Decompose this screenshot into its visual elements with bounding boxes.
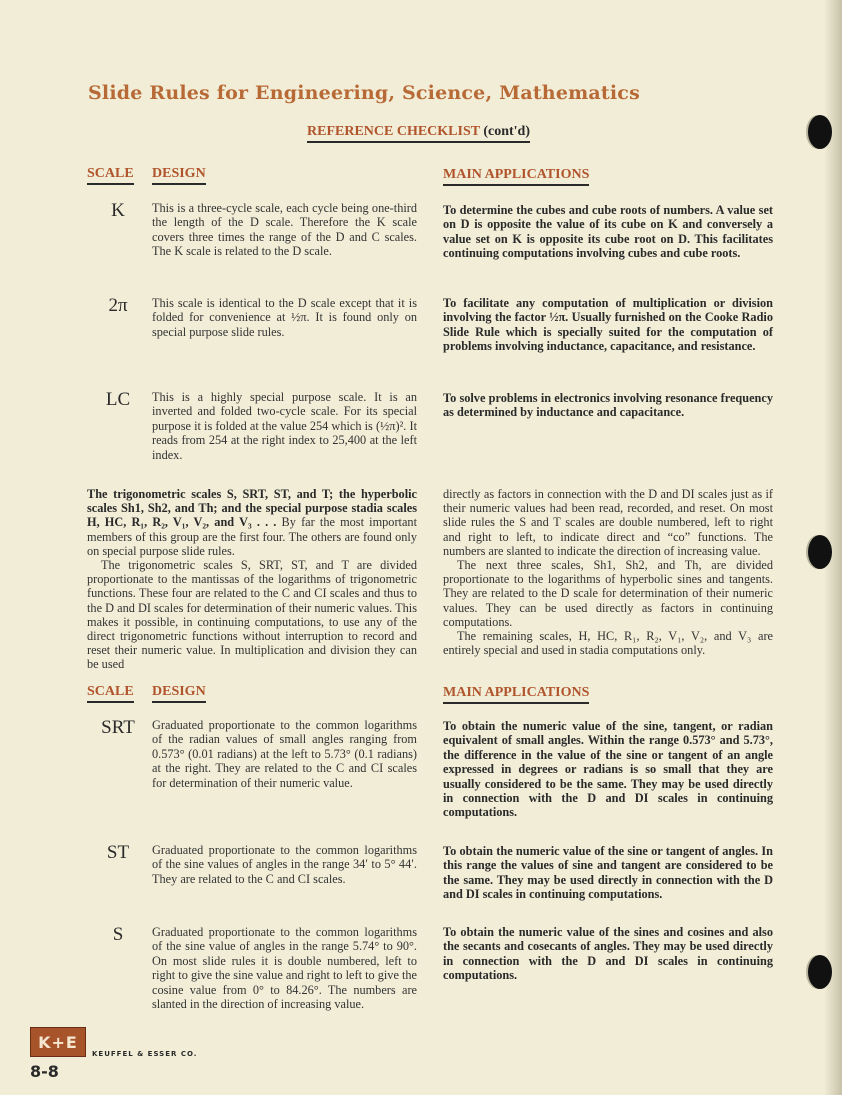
prose-p1-rest: By far the most important members of this group are the first four. The others are found only on special purpose slide rules.: [87, 515, 417, 558]
scale-application-s: To obtain the numeric value of the sines and cosines and also the secants and cosecants of angles. They may be used directly in connection with the D and DI scales in continuing computations.: [443, 925, 773, 983]
scale-application-k: To determine the cubes and cube roots of numbers. A value set on D is opposite the value of its cube on K and conversely a value set on K is opposite its cube root on D. This facilitates continuing computations involving cubes and cube roots.: [443, 203, 773, 261]
scale-design-2pi: This scale is identical to the D scale except that it is folded for convenience at ½π. It is found only on special purpose slide rules.: [152, 296, 417, 339]
prose-right-column: [443, 487, 773, 657]
subtitle-contd: (cont'd): [483, 124, 531, 139]
prose-paragraph-2: The trigonometric scales S, SRT, ST, and T are divided proportionate to the mantissas of the logarithms of trigonometric functions. These four are related to the C and CI scales and thus to the D and DI scales for determination of their numeric values. This makes it possible, in continuing computations, to use any of the direct trigonometric functions without interruption to record and reset their numeric value. In multiplication and division they can be used: [87, 558, 417, 672]
prose-paragraph-5: The remaining scales, H, HC, R₁, R₂, V₁, V₂, and V₃ are entirely special and used in stadia computations only.: [443, 629, 773, 658]
company-name: KEUFFEL & ESSER CO.: [92, 1050, 198, 1058]
scale-design-st: Graduated proportionate to the common logarithms of the sine values of angles in the range 34′ to 5° 44′. They are related to the C and CI scales.: [152, 843, 417, 886]
scale-label-k: K: [111, 200, 125, 221]
design-heading: DESIGN: [152, 166, 206, 185]
scale-design-s: Graduated proportionate to the common logarithms of the sine value of angles in the range 5.74° to 90°. On most slide rules it is double numbered, left to right to give the sine value and right to left to give the cosine value from 0° to 84.26°. The numbers are slanted in the direction of increasing value.: [152, 925, 418, 1012]
scale-label-2pi: 2π: [108, 295, 128, 316]
company-logo: K+E: [30, 1027, 86, 1057]
binder-hole-middle: [808, 535, 832, 569]
page-title: Slide Rules for Engineering, Science, Mathematics: [88, 82, 640, 104]
prose-paragraph-3: directly as factors in connection with the D and DI scales just as if their numeric values had been read, recorded, and reset. On most slide rules the S and T scales are double numbered, left to right and right to left, to indicate direct and “co” functions. The numbers are slanted to indicate the direction of increasing value.: [443, 487, 773, 558]
scale-label-s: S: [112, 924, 124, 945]
scale-heading-2: SCALE: [87, 684, 134, 703]
scale-design-srt: Graduated proportionate to the common logarithms of the radian values of small angles ranging from 0.573° (0.01 radians) at the left to 5.73° (0.1 radians) at the right. They are related to the C and CI scales for determination of their numeric value.: [152, 718, 417, 790]
page-number: 8-8: [30, 1062, 59, 1081]
scale-design-lc: This is a highly special purpose scale. It is an inverted and folded two-cycle scale. For its special purpose it is folded at the value 254 which is (½π)². It reads from 254 at the right index to 25,400 at the left index.: [152, 390, 417, 462]
scale-design-k: This is a three-cycle scale, each cycle being one-third the length of the D scale. Therefore the K scale covers three times the range of the D and C scales. The K scale is related to the D scale.: [152, 201, 417, 259]
scale-application-st: To obtain the numeric value of the sine or tangent of angles. In this range the values of sine and tangent are considered to be the same. They may be used directly in connection with the D and DI scales in continuing computations.: [443, 844, 773, 902]
applications-heading: MAIN APPLICATIONS: [443, 167, 589, 186]
design-heading-2: DESIGN: [152, 684, 206, 703]
prose-lead: The trigonometric scales S, SRT, ST, and T; the hyperbolic scales Sh1, Sh2, and Th; and the special purpose stadia scales H, HC, R₁, R₂, V₁, V₂, and V₃ . . .: [87, 487, 417, 530]
scale-application-lc: To solve problems in electronics involving resonance frequency as determined by inductance and capacitance.: [443, 391, 773, 420]
applications-heading-2: MAIN APPLICATIONS: [443, 685, 589, 704]
section-subtitle: [307, 124, 530, 143]
subtitle-text: REFERENCE CHECKLIST: [307, 124, 480, 139]
scale-application-2pi: To facilitate any computation of multiplication or division involving the factor ½π. Usually furnished on the Cooke Radio Slide Rule which is specially suited for the computation of problems involving inductance, capacitance, and resistance.: [443, 296, 773, 354]
prose-paragraph-4: The next three scales, Sh1, Sh2, and Th, are divided proportionate to the logarithms of hyperbolic sines and tangents. They are related to the D scale for determination of their numeric values. They can be used directly as factors in continuing computations.: [443, 558, 773, 629]
prose-left-column: [87, 487, 417, 672]
scale-heading: SCALE: [87, 166, 134, 185]
scale-label-st: ST: [106, 842, 130, 863]
binder-hole-top: [808, 115, 832, 149]
scale-application-srt: To obtain the numeric value of the sine, tangent, or radian equivalent of small angles. Within the range 0.573° and 5.73°, the difference in the value of the sine or tangent of an angle expressed in degrees or radians is so small that they are usually considered to be the same. They may be used directly in connection with the D and DI scales in continuing computations.: [443, 719, 773, 820]
scale-label-lc: LC: [105, 389, 131, 410]
binder-hole-bottom: [808, 955, 832, 989]
scale-label-srt: SRT: [101, 717, 135, 738]
prose-paragraph-1: [87, 487, 417, 558]
